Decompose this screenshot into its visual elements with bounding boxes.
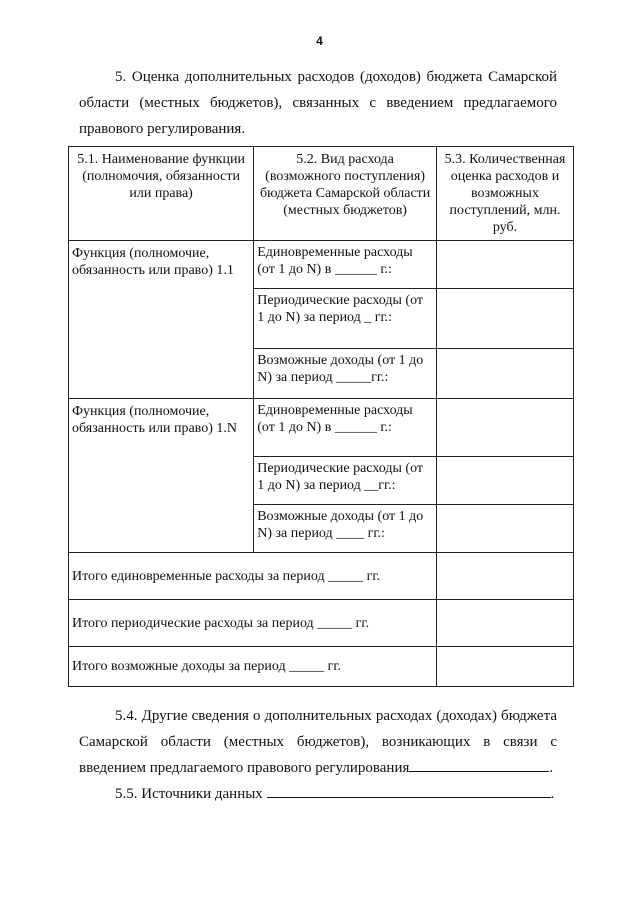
section-5-4-text: 5.4. Другие сведения о дополнительных расходах (доходах) бюджета Самарской области (местных бюджетов), возникающих в связи с введением предлагаемого правового регулирования (79, 708, 557, 776)
section-5-5-paragraph (79, 781, 557, 807)
section-5-5-blank[interactable] (267, 783, 551, 798)
function-1-n-income-value[interactable] (437, 505, 574, 553)
page-number: 4 (316, 34, 323, 48)
function-1-1-one-time: Единовременные расходы (от 1 до N) в ______ г.: (254, 241, 437, 289)
section-5-4-blank[interactable] (409, 757, 549, 772)
total-row (69, 553, 574, 600)
section-5-4-suffix: . (549, 760, 554, 776)
function-1-n-periodic: Периодические расходы (от 1 до N) за период __гг.: (254, 457, 437, 505)
header-expense-type: 5.2. Вид расхода (возможного поступления) бюджета Самарской области (местных бюджетов) (254, 147, 437, 241)
table-row (69, 241, 574, 289)
function-1-n-one-time-value[interactable] (437, 399, 574, 457)
section-5-heading (79, 64, 557, 142)
header-function-name: 5.1. Наименование функции (полномочия, обязанности или права) (69, 147, 254, 241)
function-1-n-periodic-value[interactable] (437, 457, 574, 505)
total-row (69, 600, 574, 647)
function-1-n-name: Функция (полномочие, обязанность или право) 1.N (69, 399, 254, 553)
section-5-5-label: 5.5. Источники данных (115, 786, 263, 802)
function-1-1-one-time-value[interactable] (437, 241, 574, 289)
section-5-4-paragraph (79, 703, 557, 781)
header-quantitative-estimate: 5.3. Количественная оценка расходов и возможных поступлений, млн. руб. (437, 147, 574, 241)
section-5-5-suffix: . (550, 786, 555, 802)
table-header-row (69, 147, 574, 241)
function-1-n-one-time: Единовременные расходы (от 1 до N) в ______ г.: (254, 399, 437, 457)
section-5-text: 5. Оценка дополнительных расходов (доходов) бюджета Самарской области (местных бюджетов), связанных с введением предлагаемого правового регулирования. (79, 69, 557, 137)
total-one-time-value[interactable] (437, 553, 574, 600)
function-1-1-periodic-value[interactable] (437, 289, 574, 349)
function-1-1-name: Функция (полномочие, обязанность или право) 1.1 (69, 241, 254, 399)
total-row (69, 647, 574, 687)
function-1-1-periodic: Периодические расходы (от 1 до N) за период _ гг.: (254, 289, 437, 349)
total-periodic-label: Итого периодические расходы за период _____ гг. (69, 600, 437, 647)
total-periodic-value[interactable] (437, 600, 574, 647)
function-1-1-income-value[interactable] (437, 349, 574, 399)
budget-table (68, 146, 574, 687)
total-one-time-label: Итого единовременные расходы за период _____ гг. (69, 553, 437, 600)
total-income-value[interactable] (437, 647, 574, 687)
function-1-1-income: Возможные доходы (от 1 до N) за период _____гг.: (254, 349, 437, 399)
table-row (69, 399, 574, 457)
function-1-n-income: Возможные доходы (от 1 до N) за период ____ гг.: (254, 505, 437, 553)
total-income-label: Итого возможные доходы за период _____ гг. (69, 647, 437, 687)
